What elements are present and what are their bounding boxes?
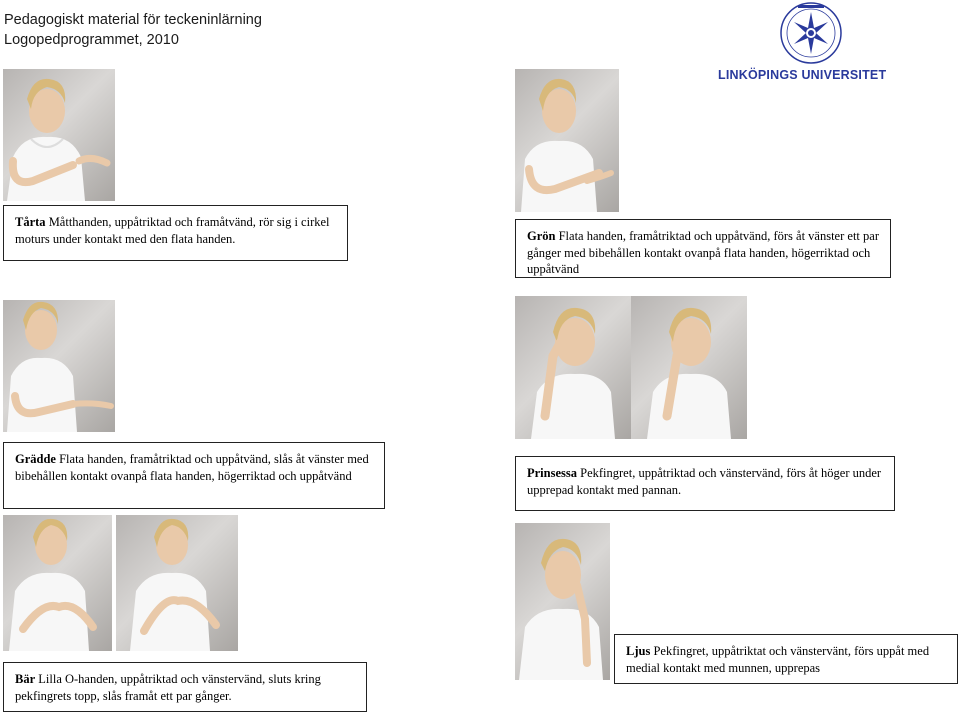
header-title: Pedagogiskt material för teckeninlärning: [4, 12, 262, 28]
sign-photo-prinsessa-2: [631, 296, 747, 439]
sign-photo-ljus: [515, 523, 610, 680]
sign-description: Pekfingret, uppåtriktad och vänstervänd, förs åt höger under upprepad kontakt med pannan.: [527, 466, 882, 497]
sign-caption-bar: [3, 662, 367, 712]
document-header: [4, 10, 262, 50]
university-name: LINKÖPINGS UNIVERSITET: [718, 68, 887, 82]
sign-photo-prinsessa-1: [515, 296, 631, 439]
sign-caption-ljus: [614, 634, 958, 684]
sign-word: Grön: [527, 229, 556, 243]
sign-description: Lilla O-handen, uppåtriktad och vänstervänd, sluts kring pekfingrets topp, slås framåt ett par gånger.: [15, 672, 321, 703]
sign-caption-gron: [515, 219, 891, 278]
sign-photo-bar-1: [3, 515, 112, 651]
sign-photo-bar-2: [116, 515, 238, 651]
sign-word: Prinsessa: [527, 466, 577, 480]
university-logo: [716, 0, 906, 90]
sign-description: Flata handen, framåtriktad och uppåtvänd, förs åt vänster ett par gånger med bibehållen kontakt ovanpå flata handen, högerriktad och uppåtvänd: [527, 229, 879, 276]
university-crest-icon: [776, 0, 846, 66]
sign-caption-tarta: [3, 205, 348, 261]
sign-caption-gradde: [3, 442, 385, 509]
sign-word: Grädde: [15, 452, 56, 466]
header-subtitle: Logopedprogrammet, 2010: [4, 32, 179, 48]
sign-description: Måtthanden, uppåtriktad och framåtvänd, rör sig i cirkel moturs under kontakt med den flata handen.: [15, 215, 330, 246]
sign-photo-gron: [515, 69, 619, 212]
sign-word: Ljus: [626, 644, 651, 658]
sign-word: Tårta: [15, 215, 46, 229]
sign-caption-prinsessa: [515, 456, 895, 511]
sign-photo-tarta: [3, 69, 115, 201]
sign-description: Flata handen, framåtriktad och uppåtvänd, slås åt vänster med bibehållen kontakt ovanpå flata handen, högerriktad och uppåtvänd: [15, 452, 369, 483]
sign-word: Bär: [15, 672, 36, 686]
sign-description: Pekfingret, uppåtriktat och vänstervänt, förs uppåt med medial kontakt med munnen, upprepas: [626, 644, 930, 675]
sign-photo-gradde: [3, 300, 115, 432]
